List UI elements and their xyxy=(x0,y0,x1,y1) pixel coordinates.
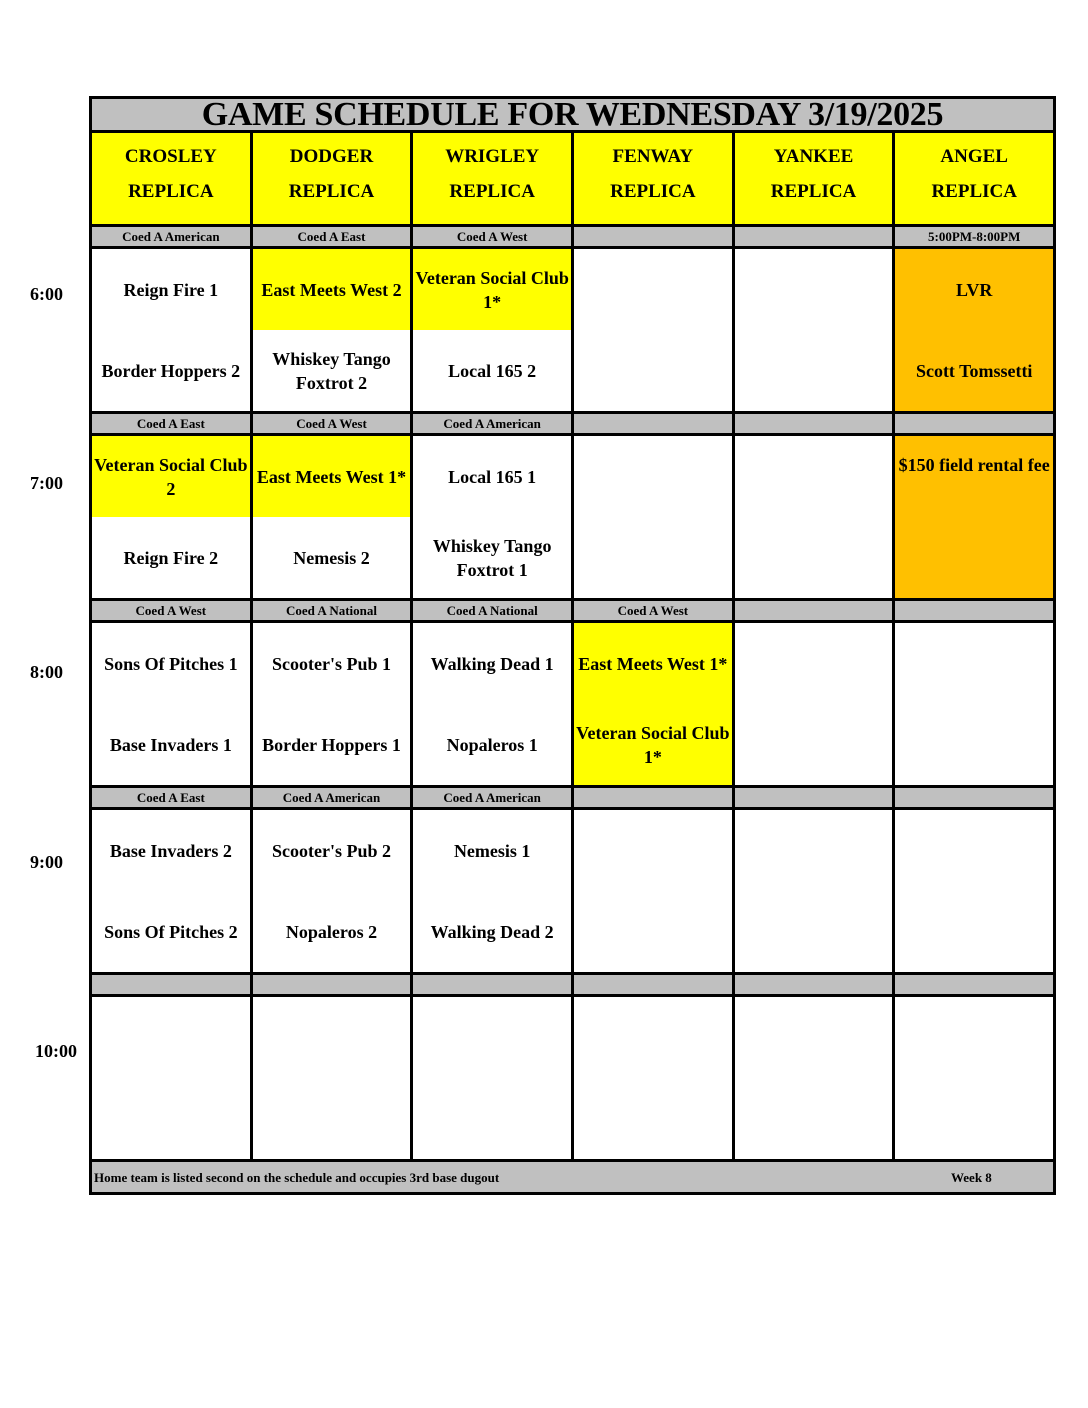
time-block-7 xyxy=(92,436,1053,601)
division-label xyxy=(574,414,735,433)
home-team: Base Invaders 1 xyxy=(109,734,232,755)
field-header xyxy=(574,133,735,224)
division-label: 5:00PM-8:00PM xyxy=(895,227,1053,246)
division-label: Coed A East xyxy=(253,227,414,246)
division-label: Coed A West xyxy=(253,414,414,433)
home-team: Local 165 2 xyxy=(448,360,537,381)
game-cell xyxy=(895,623,1053,785)
away-team: Scooter's Pub 1 xyxy=(272,653,391,674)
away-team xyxy=(735,436,893,517)
away-team xyxy=(574,249,732,330)
home-team xyxy=(413,1078,571,1159)
field-name: CROSLEY xyxy=(124,146,217,167)
field-sub: REPLICA xyxy=(449,181,535,202)
division-label xyxy=(413,975,574,994)
away-team xyxy=(92,997,250,1078)
home-team: Reign Fire 2 xyxy=(123,547,219,568)
away-team: East Meets West 1* xyxy=(578,653,728,674)
game-cell xyxy=(574,810,735,972)
home-team xyxy=(735,891,893,972)
rental-fee: $150 field rental fee xyxy=(898,455,1050,475)
field-header-row xyxy=(92,133,1053,227)
game-cell xyxy=(92,997,253,1159)
division-label xyxy=(735,414,896,433)
home-team-note: Home team is listed second on the schedule and occupies 3rd base dugout xyxy=(94,1170,500,1185)
away-team: Local 165 1 xyxy=(448,466,537,487)
away-team xyxy=(574,997,732,1078)
away-team xyxy=(735,249,893,330)
division-label xyxy=(735,975,896,994)
away-team: East Meets West 2 xyxy=(253,249,411,330)
game-cell xyxy=(574,249,735,411)
away-team xyxy=(574,810,732,891)
division-row xyxy=(92,788,1053,810)
schedule-title: GAME SCHEDULE FOR WEDNESDAY 3/19/2025 xyxy=(92,99,1053,133)
game-cell xyxy=(413,436,574,598)
away-team xyxy=(895,810,1053,891)
home-team xyxy=(895,704,1053,785)
home-team xyxy=(253,1078,411,1159)
game-cell xyxy=(574,436,735,598)
home-team xyxy=(574,1078,732,1159)
away-team: Reign Fire 1 xyxy=(123,279,219,300)
time-label-6: 6:00 xyxy=(30,284,63,304)
division-row xyxy=(92,975,1053,997)
home-team xyxy=(574,891,732,972)
away-team xyxy=(253,997,411,1078)
division-label xyxy=(895,414,1053,433)
game-cell xyxy=(735,436,896,598)
game-cell xyxy=(413,249,574,411)
away-team xyxy=(735,623,893,704)
home-team xyxy=(574,330,732,411)
game-cell xyxy=(413,997,574,1159)
home-team xyxy=(895,1078,1053,1159)
field-sub: REPLICA xyxy=(770,181,857,202)
away-team xyxy=(574,436,732,517)
game-cell xyxy=(253,436,414,598)
division-label xyxy=(574,788,735,807)
game-cell xyxy=(895,810,1053,972)
home-team xyxy=(735,704,893,785)
division-label: Coed A East xyxy=(92,788,253,807)
division-label xyxy=(895,601,1053,620)
home-team: Whiskey Tango Foxtrot 2 xyxy=(272,348,391,393)
field-name: YANKEE xyxy=(773,146,854,167)
time-label-9: 9:00 xyxy=(30,852,63,872)
home-team: Veteran Social Club 1* xyxy=(576,722,730,767)
home-team: Border Hoppers 2 xyxy=(101,360,241,381)
game-cell xyxy=(413,810,574,972)
field-name: FENWAY xyxy=(612,146,694,167)
division-label: Coed A West xyxy=(92,601,253,620)
time-label-10: 10:00 xyxy=(35,1041,77,1061)
home-team: Whiskey Tango Foxtrot 1 xyxy=(432,535,552,580)
home-team: Sons Of Pitches 2 xyxy=(104,921,238,942)
game-cell xyxy=(253,249,414,411)
division-label xyxy=(574,227,735,246)
division-row xyxy=(92,414,1053,436)
rental-cell xyxy=(895,436,1053,598)
game-cell xyxy=(574,997,735,1159)
home-team xyxy=(735,330,893,411)
division-label: Coed A West xyxy=(574,601,735,620)
home-team xyxy=(895,891,1053,972)
away-team: Nemesis 1 xyxy=(453,840,531,861)
renter-name: LVR xyxy=(956,279,993,300)
division-row xyxy=(92,227,1053,249)
game-cell xyxy=(92,810,253,972)
division-label: Coed A West xyxy=(413,227,574,246)
game-cell xyxy=(92,623,253,785)
rental-cell xyxy=(895,249,1053,411)
home-team xyxy=(735,517,893,598)
field-name: WRIGLEY xyxy=(445,146,540,167)
division-label: Coed A American xyxy=(413,414,574,433)
time-block-8 xyxy=(92,623,1053,788)
week-label: Week 8 xyxy=(951,1170,992,1185)
home-team: Border Hoppers 1 xyxy=(262,734,401,755)
field-header xyxy=(895,133,1053,224)
division-label xyxy=(574,975,735,994)
time-label-7: 7:00 xyxy=(30,473,63,493)
game-cell xyxy=(413,623,574,785)
field-sub: REPLICA xyxy=(931,181,1017,202)
game-cell xyxy=(92,249,253,411)
home-team xyxy=(574,517,732,598)
away-team xyxy=(413,997,571,1078)
away-team xyxy=(895,997,1053,1078)
field-sub: REPLICA xyxy=(128,181,214,202)
field-name: DODGER xyxy=(289,146,374,167)
game-cell xyxy=(253,623,414,785)
away-team: Sons Of Pitches 1 xyxy=(104,653,238,674)
away-team: Veteran Social Club 2 xyxy=(92,436,250,517)
division-label xyxy=(253,975,414,994)
away-team xyxy=(735,810,893,891)
field-header xyxy=(735,133,896,224)
home-team: Walking Dead 2 xyxy=(430,921,554,942)
game-cell xyxy=(735,623,896,785)
division-label xyxy=(735,227,896,246)
away-team: Base Invaders 2 xyxy=(109,840,232,861)
renter-contact: Scott Tomssetti xyxy=(915,360,1033,381)
game-cell xyxy=(895,997,1053,1159)
away-team xyxy=(735,997,893,1078)
home-team xyxy=(92,1078,250,1159)
home-team xyxy=(735,1078,893,1159)
home-team: Nemesis 2 xyxy=(293,547,370,568)
division-label xyxy=(735,788,896,807)
field-sub: REPLICA xyxy=(610,181,696,202)
game-cell xyxy=(574,623,735,785)
game-cell xyxy=(735,997,896,1159)
time-label-8: 8:00 xyxy=(30,662,63,682)
schedule-table xyxy=(89,96,1056,1195)
game-cell xyxy=(253,810,414,972)
division-label xyxy=(895,975,1053,994)
field-name: ANGEL xyxy=(940,146,1008,167)
division-label: Coed A National xyxy=(253,601,414,620)
field-header xyxy=(413,133,574,224)
away-team: Veteran Social Club 1* xyxy=(413,249,571,330)
time-column xyxy=(0,0,90,1408)
game-cell xyxy=(735,810,896,972)
field-header xyxy=(92,133,253,224)
time-block-10 xyxy=(92,997,1053,1162)
division-row xyxy=(92,601,1053,623)
footer xyxy=(92,1162,1053,1192)
field-header xyxy=(253,133,414,224)
game-cell xyxy=(253,997,414,1159)
division-label xyxy=(895,788,1053,807)
game-cell xyxy=(92,436,253,598)
division-label: Coed A National xyxy=(413,601,574,620)
home-team: Nopaleros 1 xyxy=(446,734,538,755)
away-team: East Meets West 1* xyxy=(253,436,411,517)
division-label: Coed A American xyxy=(253,788,414,807)
division-label: Coed A East xyxy=(92,414,253,433)
field-sub: REPLICA xyxy=(288,181,375,202)
division-label: Coed A American xyxy=(92,227,253,246)
game-cell xyxy=(735,249,896,411)
time-block-6 xyxy=(92,249,1053,414)
away-team: Walking Dead 1 xyxy=(430,653,554,674)
division-label xyxy=(735,601,896,620)
home-team: Nopaleros 2 xyxy=(285,921,378,942)
time-block-9 xyxy=(92,810,1053,975)
away-team: Scooter's Pub 2 xyxy=(272,840,391,861)
away-team xyxy=(895,623,1053,704)
division-label: Coed A American xyxy=(413,788,574,807)
division-label xyxy=(92,975,253,994)
